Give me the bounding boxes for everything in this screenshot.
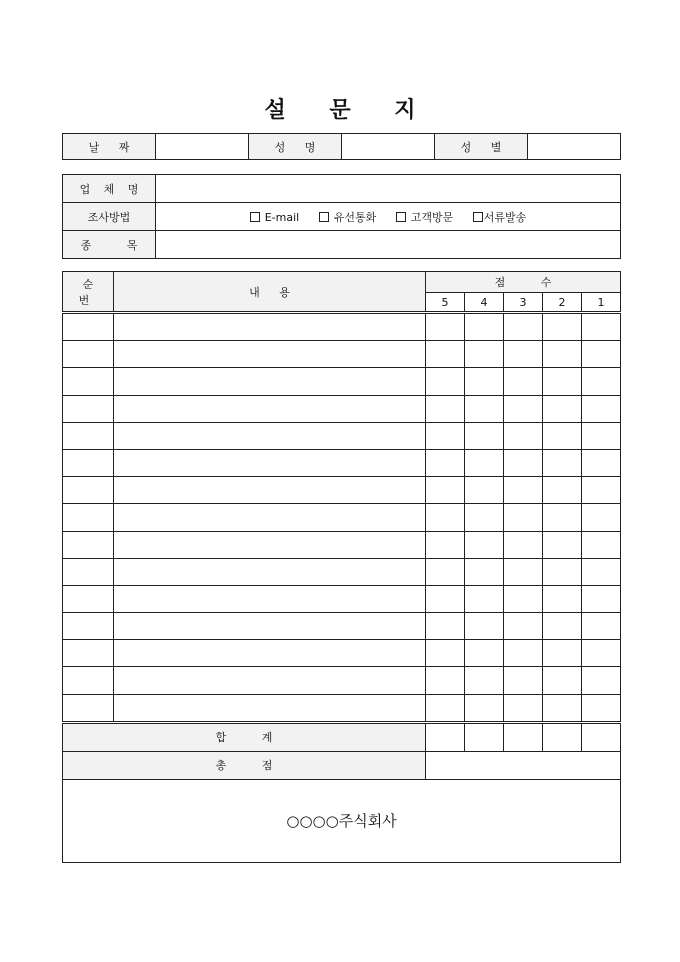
row-number-cell[interactable] xyxy=(63,613,114,640)
score-cell[interactable] xyxy=(426,558,465,585)
score-cell[interactable] xyxy=(426,613,465,640)
table-row xyxy=(63,504,621,531)
date-label: 날 짜 xyxy=(63,134,156,160)
score-cell[interactable] xyxy=(582,531,621,558)
score-cell[interactable] xyxy=(426,531,465,558)
col-header-score: 점 수 xyxy=(426,272,621,293)
score-cell[interactable] xyxy=(504,477,543,504)
row-content-cell[interactable] xyxy=(114,613,426,640)
table-row xyxy=(63,449,621,476)
table-row xyxy=(63,667,621,694)
row-number-cell[interactable] xyxy=(63,341,114,368)
row-content-cell[interactable] xyxy=(114,640,426,667)
table-row xyxy=(63,395,621,422)
row-number-cell[interactable] xyxy=(63,422,114,449)
company-label: 업 체 명 xyxy=(63,175,156,203)
score-cell[interactable] xyxy=(543,313,582,341)
table-row xyxy=(63,558,621,585)
table-row xyxy=(63,368,621,395)
score-cell[interactable] xyxy=(543,667,582,694)
score-cell[interactable] xyxy=(504,694,543,722)
checkbox-icon[interactable] xyxy=(250,212,260,222)
method-option-visit[interactable] xyxy=(396,209,454,225)
row-number-cell[interactable] xyxy=(63,313,114,341)
score-cell[interactable] xyxy=(582,504,621,531)
row-content-cell[interactable] xyxy=(114,531,426,558)
score-cell[interactable] xyxy=(426,341,465,368)
checkbox-icon[interactable] xyxy=(319,212,329,222)
score-cell[interactable] xyxy=(543,585,582,612)
row-content-cell[interactable] xyxy=(114,422,426,449)
total-label: 총 점 xyxy=(63,751,426,779)
row-number-cell[interactable] xyxy=(63,640,114,667)
header-table xyxy=(62,133,621,160)
score-cell[interactable] xyxy=(465,477,504,504)
method-option-phone[interactable] xyxy=(319,209,377,225)
score-cell[interactable] xyxy=(504,449,543,476)
table-row xyxy=(63,477,621,504)
score-cell[interactable] xyxy=(543,395,582,422)
score-cell[interactable] xyxy=(582,585,621,612)
score-cell[interactable] xyxy=(426,640,465,667)
table-row xyxy=(63,531,621,558)
row-number-cell[interactable] xyxy=(63,558,114,585)
score-cell[interactable] xyxy=(582,368,621,395)
score-cell[interactable] xyxy=(582,694,621,722)
table-row xyxy=(63,640,621,667)
score-cell[interactable] xyxy=(504,313,543,341)
score-cell[interactable] xyxy=(582,667,621,694)
row-number-cell[interactable] xyxy=(63,477,114,504)
score-cell[interactable] xyxy=(504,640,543,667)
score-cell[interactable] xyxy=(426,449,465,476)
score-cell[interactable] xyxy=(426,395,465,422)
score-cell[interactable] xyxy=(543,368,582,395)
score-cell[interactable] xyxy=(543,477,582,504)
score-cell[interactable] xyxy=(465,640,504,667)
row-number-cell[interactable] xyxy=(63,694,114,722)
sum-cell[interactable] xyxy=(504,722,543,751)
score-cell[interactable] xyxy=(465,422,504,449)
company-field[interactable] xyxy=(156,175,621,203)
score-cell[interactable] xyxy=(543,449,582,476)
table-row xyxy=(63,422,621,449)
category-field[interactable] xyxy=(156,231,621,259)
score-cell[interactable] xyxy=(543,531,582,558)
score-cell[interactable] xyxy=(582,640,621,667)
checkbox-icon[interactable] xyxy=(396,212,406,222)
score-cell[interactable] xyxy=(465,395,504,422)
score-col-2: 2 xyxy=(543,293,582,313)
score-cell[interactable] xyxy=(543,341,582,368)
survey-table xyxy=(62,271,621,863)
score-cell[interactable] xyxy=(543,504,582,531)
score-cell[interactable] xyxy=(426,368,465,395)
table-row xyxy=(63,694,621,722)
sum-cell[interactable] xyxy=(582,722,621,751)
info-table xyxy=(62,174,621,259)
score-col-1: 1 xyxy=(582,293,621,313)
row-number-cell[interactable] xyxy=(63,667,114,694)
sum-label: 합 계 xyxy=(63,722,426,751)
row-content-cell[interactable] xyxy=(114,368,426,395)
method-label: 조사방법 xyxy=(63,203,156,231)
score-cell[interactable] xyxy=(504,504,543,531)
score-cell[interactable] xyxy=(465,449,504,476)
method-options xyxy=(156,203,621,231)
score-cell[interactable] xyxy=(465,613,504,640)
company-name: ○○○○주식회사 xyxy=(63,779,621,862)
method-option-label: 서류발송 xyxy=(483,210,527,224)
score-cell[interactable] xyxy=(504,422,543,449)
table-row xyxy=(63,613,621,640)
score-cell[interactable] xyxy=(426,585,465,612)
table-row xyxy=(63,585,621,612)
total-field[interactable] xyxy=(426,751,621,779)
score-cell[interactable] xyxy=(504,531,543,558)
score-cell[interactable] xyxy=(582,313,621,341)
score-cell[interactable] xyxy=(582,558,621,585)
score-cell[interactable] xyxy=(465,558,504,585)
table-row xyxy=(63,341,621,368)
gender-label: 성 별 xyxy=(435,134,528,160)
score-cell[interactable] xyxy=(465,504,504,531)
row-content-cell[interactable] xyxy=(114,694,426,722)
score-cell[interactable] xyxy=(543,422,582,449)
score-col-4: 4 xyxy=(465,293,504,313)
name-field[interactable] xyxy=(342,134,435,160)
row-number-cell[interactable] xyxy=(63,368,114,395)
score-cell[interactable] xyxy=(504,368,543,395)
survey-rows xyxy=(63,313,621,723)
score-cell[interactable] xyxy=(504,341,543,368)
method-option-mail[interactable] xyxy=(473,209,527,225)
score-cell[interactable] xyxy=(426,667,465,694)
row-content-cell[interactable] xyxy=(114,395,426,422)
row-number-cell[interactable] xyxy=(63,585,114,612)
score-cell[interactable] xyxy=(465,531,504,558)
method-option-email[interactable] xyxy=(250,211,300,224)
row-content-cell[interactable] xyxy=(114,504,426,531)
row-number-cell[interactable] xyxy=(63,449,114,476)
score-cell[interactable] xyxy=(582,477,621,504)
score-cell[interactable] xyxy=(465,667,504,694)
page-title: 설 문 지 xyxy=(264,98,434,123)
score-cell[interactable] xyxy=(504,558,543,585)
score-cell[interactable] xyxy=(426,422,465,449)
row-content-cell[interactable] xyxy=(114,558,426,585)
score-cell[interactable] xyxy=(426,313,465,341)
row-content-cell[interactable] xyxy=(114,585,426,612)
score-cell[interactable] xyxy=(465,368,504,395)
col-header-no: 순 번 xyxy=(63,272,114,313)
score-cell[interactable] xyxy=(543,558,582,585)
method-option-label: 고객방문 xyxy=(410,210,454,224)
row-content-cell[interactable] xyxy=(114,667,426,694)
score-cell[interactable] xyxy=(582,341,621,368)
col-header-content: 내 용 xyxy=(114,272,426,313)
gender-field[interactable] xyxy=(528,134,621,160)
score-col-3: 3 xyxy=(504,293,543,313)
date-field[interactable] xyxy=(156,134,249,160)
score-cell[interactable] xyxy=(504,613,543,640)
score-cell[interactable] xyxy=(465,313,504,341)
score-cell[interactable] xyxy=(426,504,465,531)
score-cell[interactable] xyxy=(465,341,504,368)
method-option-label: E-mail xyxy=(264,210,300,224)
score-cell[interactable] xyxy=(465,585,504,612)
method-option-label: 유선통화 xyxy=(333,210,377,224)
row-content-cell[interactable] xyxy=(114,341,426,368)
score-cell[interactable] xyxy=(543,613,582,640)
score-cell[interactable] xyxy=(465,694,504,722)
name-label: 성 명 xyxy=(249,134,342,160)
sum-cell[interactable] xyxy=(426,722,465,751)
score-cell[interactable] xyxy=(426,694,465,722)
row-content-cell[interactable] xyxy=(114,313,426,341)
score-cell[interactable] xyxy=(582,449,621,476)
score-cell[interactable] xyxy=(543,694,582,722)
score-cell[interactable] xyxy=(543,640,582,667)
score-cell[interactable] xyxy=(504,395,543,422)
sum-cell[interactable] xyxy=(465,722,504,751)
row-number-cell[interactable] xyxy=(63,395,114,422)
score-cell[interactable] xyxy=(582,422,621,449)
score-cell[interactable] xyxy=(426,477,465,504)
row-number-cell[interactable] xyxy=(63,531,114,558)
sum-cell[interactable] xyxy=(543,722,582,751)
checkbox-icon[interactable] xyxy=(473,212,483,222)
category-label: 종 목 xyxy=(63,231,156,259)
score-cell[interactable] xyxy=(582,613,621,640)
score-col-5: 5 xyxy=(426,293,465,313)
row-number-cell[interactable] xyxy=(63,504,114,531)
score-cell[interactable] xyxy=(504,667,543,694)
score-cell[interactable] xyxy=(504,585,543,612)
score-cell[interactable] xyxy=(582,395,621,422)
row-content-cell[interactable] xyxy=(114,449,426,476)
table-row xyxy=(63,313,621,341)
row-content-cell[interactable] xyxy=(114,477,426,504)
